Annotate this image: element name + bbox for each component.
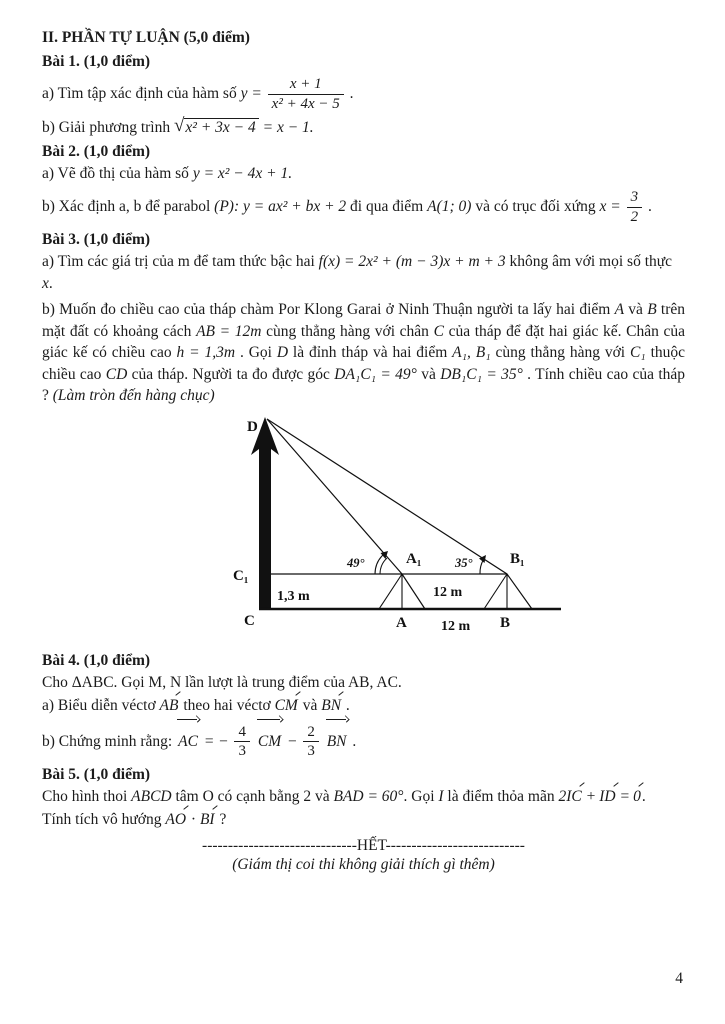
bai3-a-text: a) Tìm các giá trị của m để tam thức bậc hai (42, 253, 315, 270)
bai2-b-lhs: x = (599, 198, 621, 215)
bai1-heading: Bài 1. (1,0 điểm) (42, 53, 151, 70)
line-d-a1 (267, 419, 425, 609)
bai4-intro: Cho ΔABC. Gọi M, N lần lượt là trung điểm của AB, AC. (42, 673, 402, 691)
bai3-b-seg: và (624, 301, 648, 318)
bai3-b-seg-math: A (614, 301, 625, 318)
bai4-a (42, 695, 685, 717)
figure-label-a: A (396, 614, 407, 631)
bai3-b-seg: của tháp để đặt hai giác kế. Chân của giác kế có chiều cao (42, 322, 686, 361)
bai5-math-angle: BAD = 60° (333, 787, 404, 805)
angle-arc-a1-inner (380, 558, 387, 574)
bai3-a-mid: không âm với mọi số thực (509, 253, 673, 270)
figure-distance-top: 12 m (433, 584, 463, 600)
bai1-b-text: b) Giải phương trình (42, 119, 171, 136)
bai1-a-end: . (349, 85, 354, 102)
figure-distance-bottom: 12 m (441, 618, 471, 634)
bai5-text3: . Gọi (403, 787, 435, 805)
bai2-heading: Bài 2. (1,0 điểm) (42, 143, 151, 160)
fraction-denominator: x² + 4x − 5 (271, 95, 340, 112)
bai3-b-seg-math: D (276, 344, 289, 361)
bai3-b-seg-math: B (647, 301, 657, 318)
bai5-text2: tâm O có cạnh bằng 2 và (175, 787, 330, 805)
bai3-heading: Bài 3. (1,0 điểm) (42, 231, 151, 248)
bai5-text4: là điểm thỏa mãn (447, 787, 555, 805)
bai5-line2 (42, 809, 685, 831)
bai4-b-minus: − (286, 732, 298, 750)
vector-bi: BI (200, 809, 216, 831)
bai3-b-seg-math: DA₁C₁ = 49° (334, 365, 417, 383)
bai3-b-seg: cùng thẳng hàng với (490, 344, 630, 361)
fraction-numerator: 3 (627, 189, 643, 208)
figure-label-c: C (244, 612, 255, 629)
end-divider: ------------------------------HẾT--------------------------- (202, 836, 525, 854)
bai5-math-i: I (438, 787, 444, 805)
bai3-b-seg-note: (Làm tròn đến hàng chục) (52, 387, 215, 404)
dot-product-sign: · (190, 810, 197, 828)
fraction-denominator: 2 (630, 208, 639, 225)
bai3-a-var: x (42, 275, 49, 292)
bai3-a-end: . (48, 275, 53, 292)
bai2-b-mid: đi qua điểm (350, 198, 424, 215)
bai3-b-seg: của tháp. Người ta đo được góc (127, 365, 335, 383)
figure-label-b: B (500, 614, 511, 631)
vector-ao: AO (165, 809, 187, 831)
fraction-numerator: 4 (234, 724, 250, 743)
bai3-a-math: f(x) = 2x² + (m − 3)x + m + 3 (318, 253, 506, 270)
vector-bn: BN (325, 722, 349, 762)
vector-zero: 0 (633, 786, 642, 808)
bai4-b (42, 719, 685, 762)
bai4-a-end: . (345, 696, 350, 714)
bai5-coef: 2 (558, 787, 567, 805)
tripod-b-leg (484, 574, 507, 609)
figure-height-label: 1,3 m (277, 588, 310, 604)
bai3-b-seg: là đỉnh tháp và hai điểm (288, 344, 453, 361)
vector-bn: BN (321, 695, 342, 717)
bai2-b (42, 187, 685, 227)
bai5-question-mark: ? (219, 810, 227, 828)
bai3-b-seg-math: C (433, 322, 444, 340)
bai1-a-lhs: y = (240, 85, 262, 102)
bai3-b-seg: và (416, 365, 441, 383)
fraction-denominator: 3 (307, 743, 315, 760)
radicand: x² + 3x − 4 (184, 118, 258, 136)
vector-cm: CM (275, 695, 299, 717)
bai1-b-sqrt (174, 116, 259, 139)
bai3-b-seg: trên mặt đất có khoảng cách (42, 301, 685, 340)
figure-label-a1: A₁ (406, 550, 422, 567)
bai5-heading: Bài 5. (1,0 điểm) (42, 765, 151, 783)
bai2-b-math: (P): y = ax² + bx + 2 (214, 198, 347, 215)
bai3-b-seg-math: CD (105, 365, 128, 383)
vector-ic: IC (566, 786, 583, 808)
figure-angle-35: 35° (455, 555, 473, 570)
bai3-b-seg-math: A₁, B₁ (452, 344, 491, 361)
bai2-b-mid2: và có trục đối xứng (475, 198, 596, 215)
proctor-note: (Giám thị coi thi không giải thích gì thêm) (232, 855, 495, 873)
vector-id: ID (599, 786, 616, 808)
bai1-a-text: a) Tìm tập xác định của hàm số (42, 85, 237, 102)
figure-label-c1: C₁ (233, 567, 249, 584)
bai2-b-point: A(1; 0) (427, 198, 472, 215)
bai4-heading: Bài 4. (1,0 điểm) (42, 651, 151, 669)
fraction-denominator: 3 (238, 743, 246, 760)
bai5-line1 (42, 786, 685, 808)
bai2-b-fraction (627, 189, 643, 226)
bai5-text1: Cho hình thoi (42, 787, 128, 805)
bai3-b-seg: . Gọi (235, 344, 277, 361)
bai4-a-mid: theo hai véctơ (183, 696, 271, 714)
vector-ac: AC (176, 722, 200, 762)
bai5-plus: + (586, 787, 596, 805)
bai3-b-seg: thuộc chiều cao (42, 344, 685, 383)
bai4-b-eq: = − (203, 732, 229, 750)
bai1-a-fraction (268, 76, 344, 113)
fraction-numerator: x + 1 (268, 76, 344, 95)
figure-label-b1: B₁ (510, 550, 525, 567)
bai2-a (42, 163, 685, 185)
bai4-a-text: a) Biểu diễn véctơ (42, 696, 156, 714)
bai3-b-seg: . Tính chiều cao của tháp ? (42, 365, 686, 404)
vector-cm: CM (256, 722, 283, 762)
tripod-a-leg (379, 574, 402, 609)
tower-survey-figure (225, 411, 585, 641)
bai3-b-seg-math: DB₁C₁ = 35° (440, 365, 523, 383)
bai5-eq: = (620, 787, 630, 805)
vector-ab: AB (160, 695, 180, 717)
bai3-a (42, 251, 685, 295)
bai2-b-end: . (647, 198, 652, 215)
bai2-b-text: b) Xác định a, b để parabol (42, 198, 211, 215)
bai4-b-fraction2 (303, 724, 319, 761)
bai3-b-seg: cùng thẳng hàng với chân (261, 322, 434, 340)
bai5-line2-text: Tính tích vô hướng (42, 810, 162, 828)
bai4-b-end: . (352, 732, 357, 750)
bai2-a-text: a) Vẽ đồ thị của hàm số (42, 165, 189, 182)
bai1-b (42, 116, 685, 139)
bai4-a-and: và (302, 696, 318, 714)
bai1-a (42, 74, 685, 114)
section-title: II. PHẦN TỰ LUẬN (5,0 điểm) (42, 29, 250, 46)
page-number: 4 (675, 970, 683, 987)
bai3-b-seg-math: C₁ (629, 344, 646, 361)
bai5-math-abcd: ABCD (131, 787, 172, 805)
bai3-b-seg-math: h = 1,3m (176, 344, 236, 361)
figure-label-d: D (247, 418, 258, 435)
bai3-b-paragraph (42, 299, 685, 407)
bai4-b-text: b) Chứng minh rằng: (42, 732, 173, 750)
bai2-a-math: y = x² − 4x + 1. (192, 165, 293, 182)
fraction-numerator: 2 (303, 724, 319, 743)
bai3-b-seg-math: AB = 12m (196, 322, 262, 340)
bai5-end: . (641, 787, 646, 805)
bai3-b-seg: b) Muốn đo chiều cao của tháp chàm Por Klong Garai ở Ninh Thuận người ta lấy hai điểm (42, 301, 615, 318)
figure-angle-49: 49° (347, 555, 365, 570)
bai4-b-fraction1 (234, 724, 250, 761)
tower-arrow (251, 417, 279, 609)
angle-arrowhead-a1 (381, 551, 389, 559)
bai1-b-rhs: = x − 1. (262, 119, 314, 136)
radical-sign: √ (173, 115, 185, 136)
line-d-b1 (267, 419, 532, 609)
